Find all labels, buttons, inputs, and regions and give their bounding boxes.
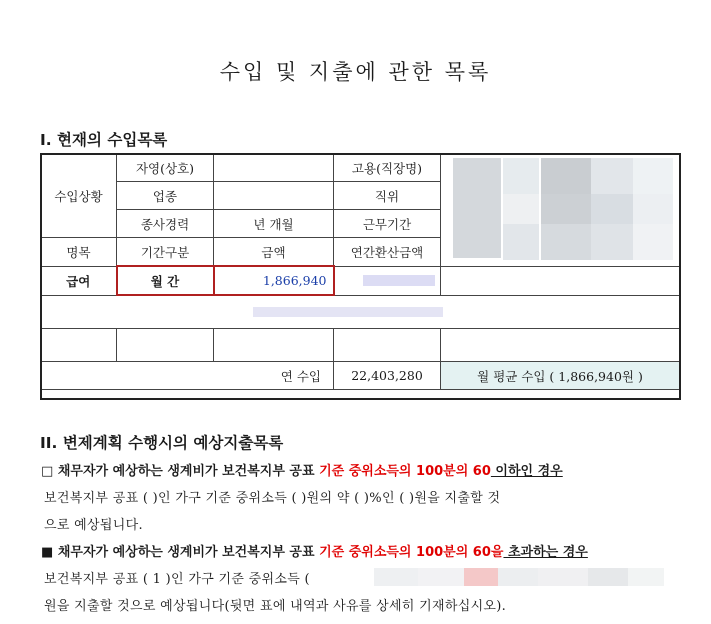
option-below-60[interactable]: □ 채무자가 예상하는 생계비가 보건복지부 공표 기준 중위소득의 100분의 60 이하인 경우 bbox=[41, 464, 563, 479]
median-income-redacted bbox=[374, 568, 684, 586]
annual-income-label: 연 수입 bbox=[41, 362, 334, 390]
employer-info-redacted bbox=[441, 154, 680, 267]
header-annual: 연간환산금액 bbox=[334, 238, 441, 267]
position-label: 직위 bbox=[334, 182, 441, 210]
salary-amount[interactable]: 1,866,940 bbox=[214, 266, 334, 295]
option2-line2: 원을 지출할 것으로 예상됩니다(뒷면 표에 내역과 사유를 상세히 기재하십시오). bbox=[44, 599, 507, 614]
empty-cell bbox=[117, 329, 214, 362]
income-status-label: 수입상황 bbox=[41, 154, 117, 238]
empty-cell bbox=[41, 329, 117, 362]
option2-line1: 보건복지부 공표 ( 1 )인 가구 기준 중위소득 ( bbox=[44, 572, 310, 587]
checkbox-checked[interactable]: ■ bbox=[41, 545, 54, 560]
checkbox-unchecked[interactable]: □ bbox=[41, 464, 54, 479]
empty-cell bbox=[214, 329, 334, 362]
industry-field[interactable] bbox=[214, 182, 334, 210]
salary-annual-redacted bbox=[334, 266, 441, 295]
header-period: 기간구분 bbox=[117, 238, 214, 267]
self-employed-label: 자영(상호) bbox=[117, 154, 214, 182]
salary-extra bbox=[441, 266, 680, 295]
monthly-average: 월 평균 수입 ( 1,866,940원 ) bbox=[441, 362, 680, 390]
employer-label: 고용(직장명) bbox=[334, 154, 441, 182]
work-period-label: 근무기간 bbox=[334, 210, 441, 238]
option1-line2: 으로 예상됩니다. bbox=[44, 518, 143, 533]
income-table bbox=[40, 153, 680, 390]
option-above-60[interactable]: ■ 채무자가 예상하는 생계비가 보건복지부 공표 기준 중위소득의 100분의 60을 초과하는 경우 bbox=[41, 545, 588, 560]
industry-label: 업종 bbox=[117, 182, 214, 210]
salary-label: 급여 bbox=[41, 266, 117, 295]
self-employed-field[interactable] bbox=[214, 154, 334, 182]
salary-period[interactable]: 월 간 bbox=[117, 266, 214, 295]
empty-cell bbox=[441, 329, 680, 362]
empty-cell bbox=[334, 329, 441, 362]
section-heading-income: I. 현재의 수입목록 bbox=[40, 131, 168, 149]
redacted-row bbox=[41, 295, 680, 329]
header-amount: 금액 bbox=[214, 238, 334, 267]
career-label: 종사경력 bbox=[117, 210, 214, 238]
document-title: 수입 및 지출에 관한 목록 bbox=[219, 60, 492, 84]
header-item: 명목 bbox=[41, 238, 117, 267]
annual-income-value: 22,403,280 bbox=[334, 362, 441, 390]
career-field[interactable]: 년 개월 bbox=[214, 210, 334, 238]
section-heading-expense: II. 변제계획 수행시의 예상지출목록 bbox=[40, 434, 284, 452]
option1-line1: 보건복지부 공표 ( )인 가구 기준 중위소득 ( )원의 약 ( )%인 ( )원을 지출할 것 bbox=[44, 491, 501, 506]
